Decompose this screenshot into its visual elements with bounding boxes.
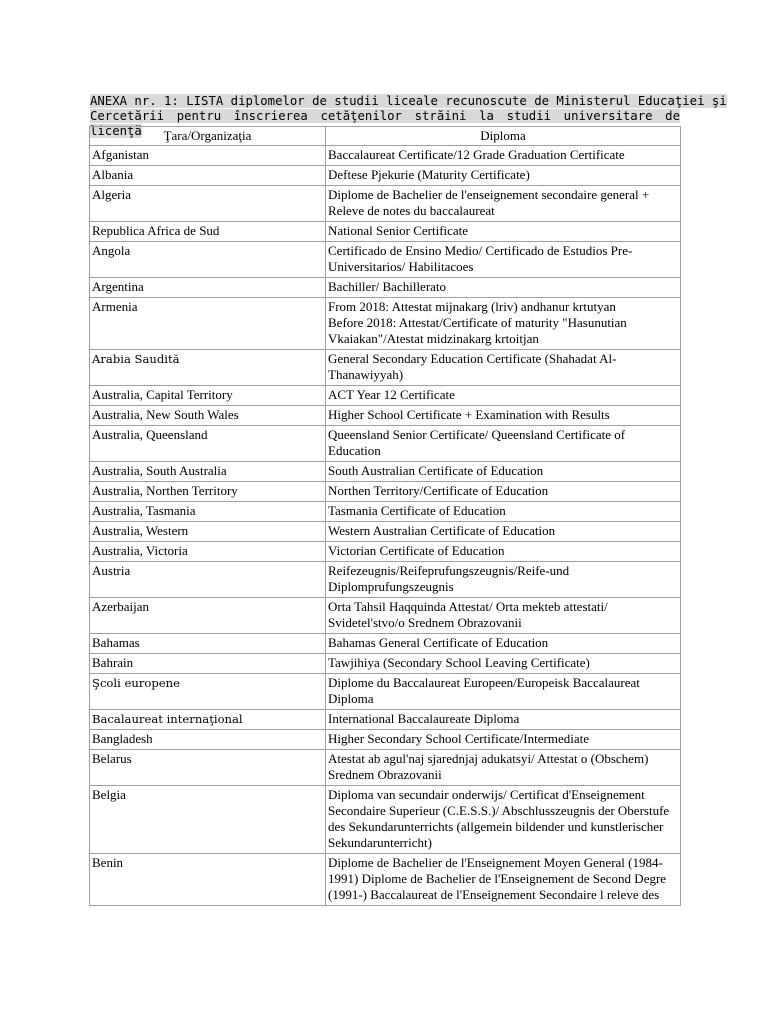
document-title-line-1: ANEXA nr. 1: LISTA diplomelor de studii liceale recunoscute de Ministerul Educaţiei şi — [90, 94, 727, 108]
country-name: Algeria — [92, 187, 131, 202]
country-cell — [90, 562, 326, 598]
diploma-name: Diplome de Bachelier de l'enseignement secondaire general + Releve de notes du baccalaureat — [328, 187, 650, 218]
country-cell — [90, 406, 326, 426]
diploma-name: Certificado de Ensino Medio/ Certificado de Estudios Pre- Universitarios/ Habilitacoes — [328, 243, 633, 274]
country-name: Angola — [92, 243, 131, 258]
diploma-cell — [326, 522, 681, 542]
diploma-cell — [326, 730, 681, 750]
country-cell — [90, 386, 326, 406]
country-name: Argentina — [92, 279, 144, 294]
table-row — [90, 166, 681, 186]
table-row — [90, 462, 681, 482]
diploma-name: Northen Territory/Certificate of Education — [328, 483, 549, 498]
diploma-name: Victorian Certificate of Education — [328, 543, 505, 558]
country-cell — [90, 166, 326, 186]
country-name: Austria — [92, 563, 131, 578]
table-row — [90, 298, 681, 350]
country-name: Afganistan — [92, 147, 150, 162]
country-cell — [90, 634, 326, 654]
diploma-name: Reifezeugnis/Reifeprufungszeugnis/Reife-und Diplomprufungszeugnis — [328, 563, 570, 594]
diploma-cell — [326, 386, 681, 406]
country-name: Australia, Victoria — [92, 543, 188, 558]
diploma-name: Higher School Certificate + Examination with Results — [328, 407, 610, 422]
country-cell — [90, 502, 326, 522]
table-row — [90, 146, 681, 166]
diploma-cell — [326, 406, 681, 426]
diploma-cell — [326, 350, 681, 386]
diploma-name: Tawjihiya (Secondary School Leaving Certificate) — [328, 655, 590, 670]
country-cell — [90, 426, 326, 462]
table-row — [90, 482, 681, 502]
country-name: Belgia — [92, 787, 126, 802]
diploma-cell — [326, 634, 681, 654]
diploma-cell — [326, 146, 681, 166]
diploma-name: ACT Year 12 Certificate — [328, 387, 455, 402]
country-cell — [90, 598, 326, 634]
diploma-name: Deftese Pjekurie (Maturity Certificate) — [328, 167, 530, 182]
country-cell — [90, 462, 326, 482]
diploma-cell — [326, 426, 681, 462]
table-row — [90, 406, 681, 426]
country-name: Belarus — [92, 751, 132, 766]
country-name: Şcoli europene — [92, 676, 180, 690]
diploma-name: Queensland Senior Certificate/ Queensland Certificate of Education — [328, 427, 626, 458]
table-row — [90, 386, 681, 406]
table-row — [90, 710, 681, 730]
diploma-name: Tasmania Certificate of Education — [328, 503, 506, 518]
diploma-name: From 2018: Attestat mijnakarg (lriv) andhanur krtutyan Before 2018: Attestat/Certificate of maturity "Hasunutian Vkaiakan"/Atestat midzinakarg krtoitjan — [328, 299, 627, 346]
diploma-cell — [326, 674, 681, 710]
diploma-name: Diploma van secundair onderwijs/ Certificat d'Enseignement Secondaire Superieur (C.E.S.S.)/ Abschlusszeugnis der Oberstufe des Sekundarunterrichts (allgemein bildender und kunstlerischer Sekundarunterricht) — [328, 787, 670, 850]
diploma-name: Orta Tahsil Haqquinda Attestat/ Orta mekteb attestati/ Svidetel'stvo/o Srednem Obrazovanii — [328, 599, 608, 630]
country-name: Arabia Saudită — [92, 352, 180, 366]
country-cell — [90, 730, 326, 750]
country-name: Bacalaureat internaţional — [92, 712, 243, 726]
diploma-cell — [326, 750, 681, 786]
country-name: Benin — [92, 855, 124, 870]
diploma-cell — [326, 482, 681, 502]
table-body — [90, 146, 681, 906]
table-row — [90, 730, 681, 750]
diploma-cell — [326, 242, 681, 278]
diploma-name: General Secondary Education Certificate (Shahadat Al- Thanawiyyah) — [328, 351, 617, 382]
diploma-cell — [326, 298, 681, 350]
table-row — [90, 350, 681, 386]
country-name: Australia, Capital Territory — [92, 387, 233, 402]
column-header-diploma: Diploma — [326, 127, 681, 146]
diploma-name: International Baccalaureate Diploma — [328, 711, 520, 726]
table-row — [90, 522, 681, 542]
diploma-cell — [326, 562, 681, 598]
diploma-cell — [326, 186, 681, 222]
table-row — [90, 242, 681, 278]
country-cell — [90, 854, 326, 906]
country-cell — [90, 146, 326, 166]
table-row — [90, 750, 681, 786]
country-cell — [90, 542, 326, 562]
table-row — [90, 426, 681, 462]
diploma-cell — [326, 222, 681, 242]
country-cell — [90, 482, 326, 502]
diploma-cell — [326, 166, 681, 186]
table-row — [90, 222, 681, 242]
country-cell — [90, 522, 326, 542]
country-cell — [90, 242, 326, 278]
country-name: Republica Africa de Sud — [92, 223, 220, 238]
diploma-cell — [326, 854, 681, 906]
diploma-name: Baccalaureat Certificate/12 Grade Graduation Certificate — [328, 147, 625, 162]
diploma-name: Atestat ab agul'naj sjarednjaj adukatsyi/ Attestat o (Obschem) Srednem Obrazovanii — [328, 751, 649, 782]
diploma-cell — [326, 654, 681, 674]
table-row — [90, 854, 681, 906]
country-name: Bahrain — [92, 655, 134, 670]
diplomas-table — [89, 126, 681, 906]
table-row — [90, 542, 681, 562]
country-name: Albania — [92, 167, 134, 182]
country-cell — [90, 350, 326, 386]
country-name: Australia, Northen Territory — [92, 483, 238, 498]
diploma-name: Higher Secondary School Certificate/Intermediate — [328, 731, 589, 746]
country-cell — [90, 186, 326, 222]
country-cell — [90, 654, 326, 674]
diploma-name: Diplome de Bachelier de l'Enseignement Moyen General (1984- 1991) Diplome de Bachelier de l'Enseignement de Second Degre (1991-) Baccalaureat de l'Enseignement Secondaire l releve des — [328, 855, 667, 902]
country-name: Bangladesh — [92, 731, 153, 746]
country-name: Bahamas — [92, 635, 140, 650]
table-row — [90, 278, 681, 298]
table-row — [90, 634, 681, 654]
country-cell — [90, 786, 326, 854]
diploma-name: Western Australian Certificate of Education — [328, 523, 556, 538]
diploma-name: Bachiller/ Bachillerato — [328, 279, 447, 294]
table-row — [90, 502, 681, 522]
country-cell — [90, 278, 326, 298]
diploma-cell — [326, 786, 681, 854]
country-cell — [90, 674, 326, 710]
country-name: Australia, Tasmania — [92, 503, 196, 518]
country-name: Australia, Western — [92, 523, 189, 538]
country-name: Azerbaijan — [92, 599, 150, 614]
table-row — [90, 562, 681, 598]
table-row — [90, 674, 681, 710]
country-name: Australia, South Australia — [92, 463, 227, 478]
table-row — [90, 654, 681, 674]
table-row — [90, 786, 681, 854]
country-cell — [90, 222, 326, 242]
country-name: Australia, Queensland — [92, 427, 208, 442]
country-name: Armenia — [92, 299, 138, 314]
country-name: Australia, New South Wales — [92, 407, 239, 422]
column-header-country: Ţara/Organizaţia — [90, 127, 326, 146]
diploma-name: Diplome du Baccalaureat Europeen/Europeisk Baccalaureat Diploma — [328, 675, 640, 706]
table-row — [90, 598, 681, 634]
diploma-cell — [326, 278, 681, 298]
diploma-cell — [326, 542, 681, 562]
diploma-cell — [326, 710, 681, 730]
diploma-cell — [326, 502, 681, 522]
table-row — [90, 186, 681, 222]
diploma-name: South Australian Certificate of Education — [328, 463, 544, 478]
country-cell — [90, 750, 326, 786]
diploma-name: Bahamas General Certificate of Education — [328, 635, 549, 650]
diploma-cell — [326, 462, 681, 482]
table-header-row — [90, 127, 681, 146]
diploma-name: National Senior Certificate — [328, 223, 469, 238]
country-cell — [90, 710, 326, 730]
document-title-line-2: Cercetării pentru înscrierea cetăţenilor străini la studii universitare de licenţă — [90, 109, 680, 138]
diploma-cell — [326, 598, 681, 634]
country-cell — [90, 298, 326, 350]
